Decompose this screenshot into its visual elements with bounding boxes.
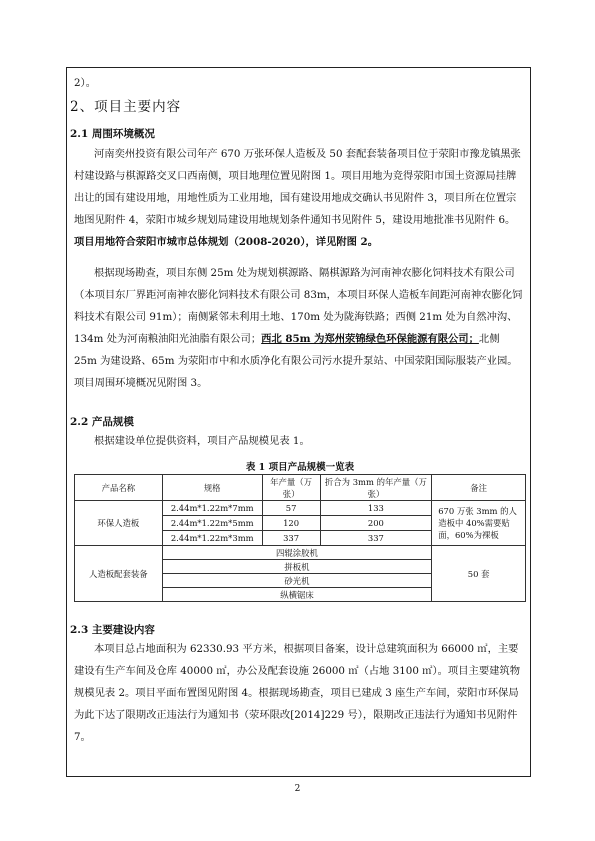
table-header: 规格 [162,475,262,501]
table-cell: 2.44m*1.22m*7mm [162,501,262,516]
paragraph-location [74,143,524,253]
table-cell: 337 [262,531,320,546]
table-row [75,501,526,516]
table-cell: 砂光机 [162,574,431,588]
table-header: 备注 [432,475,526,501]
table-header: 折合为 3mm 的年产量（万张） [320,475,432,501]
table-header: 年产量（万张） [262,475,320,501]
table-cell: 133 [320,501,432,516]
table-cell: 2.44m*1.22m*3mm [162,531,262,546]
table-cell: 环保人造板 [75,501,163,546]
table-row [75,546,526,560]
paragraph-text: 河南奕州投资有限公司年产 670 万张环保人造板及 50 套配套装备项目位于荥阳市豫龙镇黑张村建设路与棋源路交叉口西南侧，项目地理位置见附图 1。项目用地为竞得荥阳市国土资源局挂牌出让的国有建设用地，用地性质为工业用地，国有建设用地成交确认书见附件 3，项目所在位置宗地图见附件 4，荥阳市城乡规划局建设用地规划条件通知书见附件 5，建设用地批准书见附件 6。 [74,148,521,226]
underlined-text: 西北 85m 为郑州荥锦绿色环保能源有限公司； [261,333,479,345]
table-cell: 50 套 [432,546,526,602]
table-cell: 670 万张 3mm 的人造板中 40%需要贴面，60%为裸板 [432,501,526,546]
table-cell: 337 [320,531,432,546]
table-cell: 200 [320,516,432,531]
subsection-title-2-3: 2.3 主要建设内容 [70,624,155,636]
table-cell: 人造板配套装备 [75,546,163,602]
table-caption: 表 1 项目产品规模一览表 [245,462,355,473]
table-cell: 2.44m*1.22m*5mm [162,516,262,531]
paragraph-construction: 本项目总占地面积为 62330.93 平方米，根据项目备案，设计总建筑面积为 66000 ㎡，主要建设有生产车间及仓库 40000 ㎡，办公及配套设施 26000 ㎡（占地 3100 ㎡）。项目主要建筑物规模见表 2。项目平面布置图见附图 4。根据现场勘查，项目已建成 3 座生产车间，荥阳市环保局为此下达了限期改正违法行为通知书（荥环限改[2014]229 号），限期改正违法行为通知书见附件 7。 [74,643,521,743]
table-cell: 拼板机 [162,560,431,574]
fragment-text: 2）。 [74,77,96,89]
product-table [74,474,526,602]
section-heading: 2、项目主要内容 [70,99,182,115]
table-cell: 120 [262,516,320,531]
paragraph-scale: 根据建设单位提供资料，项目产品规模见表 1。 [94,435,310,447]
bold-text: 项目用地符合荥阳市城市总体规划（2008-2020），详见附图 2。 [74,236,379,248]
table-header: 产品名称 [75,475,163,501]
page-number: 2 [294,784,301,794]
table-cell: 纵横锯床 [162,588,431,602]
paragraph-text: 根据现场勘查，项目东侧 25m 处为规划棋源路、隔棋源路为河南神农膨化饲料技术有限公司（本项目东厂界距河南神农膨化饲料技术有限公司 83m，本项目环保人造板车间距河南神农膨化饲料技术有限公司 91m）；南侧紧邻未利用土地、170m 处为陇海铁路；西侧 21m 处为自然冲沟、134m 处为河南粮油阳光油脂有限公司； [74,267,523,345]
paragraph-surroundings [74,262,524,394]
table-cell: 57 [262,501,320,516]
paragraph-text: 北侧 25m 为建设路、65m 为荥阳市中和水质净化有限公司污水提升泵站、中国荥阳国际服装产业园。项目周围环境概况见附图 3。 [74,333,518,389]
subsection-title-2-1: 2.1 周围环境概况 [70,128,155,140]
subsection-title-2-2: 2.2 产品规模 [70,416,134,428]
table-cell: 四辊涂胶机 [162,546,431,560]
